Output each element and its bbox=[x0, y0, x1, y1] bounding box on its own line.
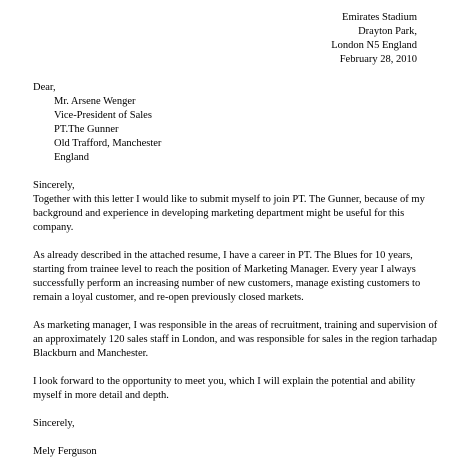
paragraph-line: remain a loyal customer, and re-open previously closed markets. bbox=[33, 292, 304, 303]
recipient-line: England bbox=[54, 152, 89, 163]
recipient-line: Old Trafford, Manchester bbox=[54, 138, 162, 149]
opening-line: Sincerely, bbox=[33, 180, 75, 191]
recipient-line: PT.The Gunner bbox=[54, 124, 119, 135]
recipient-block bbox=[33, 95, 425, 165]
paragraph-line: successfully perform an increasing number of new customers, manage existing customers to bbox=[33, 278, 421, 289]
recipient-line: Mr. Arsene Wenger bbox=[54, 96, 136, 107]
paragraph-line: an approximately 120 sales staff in London, and was responsible for sales in the region tarhadap bbox=[33, 334, 437, 345]
letter-date: February 28, 2010 bbox=[339, 54, 417, 65]
paragraph-line: background and experience in developing marketing department might be useful for this bbox=[33, 208, 405, 219]
paragraph-line: starting from trainee level to reach the position of Marketing Manager. Every year I always bbox=[33, 264, 416, 275]
paragraph-line: As marketing manager, I was responsible in the areas of recruitment, training and supervision of bbox=[33, 320, 438, 331]
letter-body bbox=[33, 81, 438, 459]
paragraph-line: I look forward to the opportunity to meet you, which I will explain the potential and ability bbox=[33, 376, 416, 387]
paragraph bbox=[33, 375, 425, 403]
paragraph-line: company. bbox=[33, 222, 74, 233]
signature: Mely Ferguson bbox=[33, 446, 97, 457]
paragraph-line: Blackburn and Manchester. bbox=[33, 348, 149, 359]
sender-address bbox=[331, 11, 417, 67]
paragraph-line: myself in more detail and depth. bbox=[33, 390, 169, 401]
sender-address-line: Drayton Park, bbox=[358, 26, 417, 37]
sender-address-line: Emirates Stadium bbox=[342, 12, 417, 23]
paragraph bbox=[33, 249, 425, 305]
closing-line: Sincerely, bbox=[33, 418, 75, 429]
paragraph-line: As already described in the attached resume, I have a career in PT. The Blues for 10 years, bbox=[33, 250, 413, 261]
recipient-line: Vice-President of Sales bbox=[54, 110, 152, 121]
sender-address-line: London N5 England bbox=[331, 40, 417, 51]
paragraph bbox=[33, 319, 438, 361]
salutation: Dear, bbox=[33, 82, 56, 93]
paragraph-line: Together with this letter I would like to submit myself to join PT. The Gunner, because of my bbox=[33, 194, 425, 205]
paragraph bbox=[33, 193, 425, 235]
